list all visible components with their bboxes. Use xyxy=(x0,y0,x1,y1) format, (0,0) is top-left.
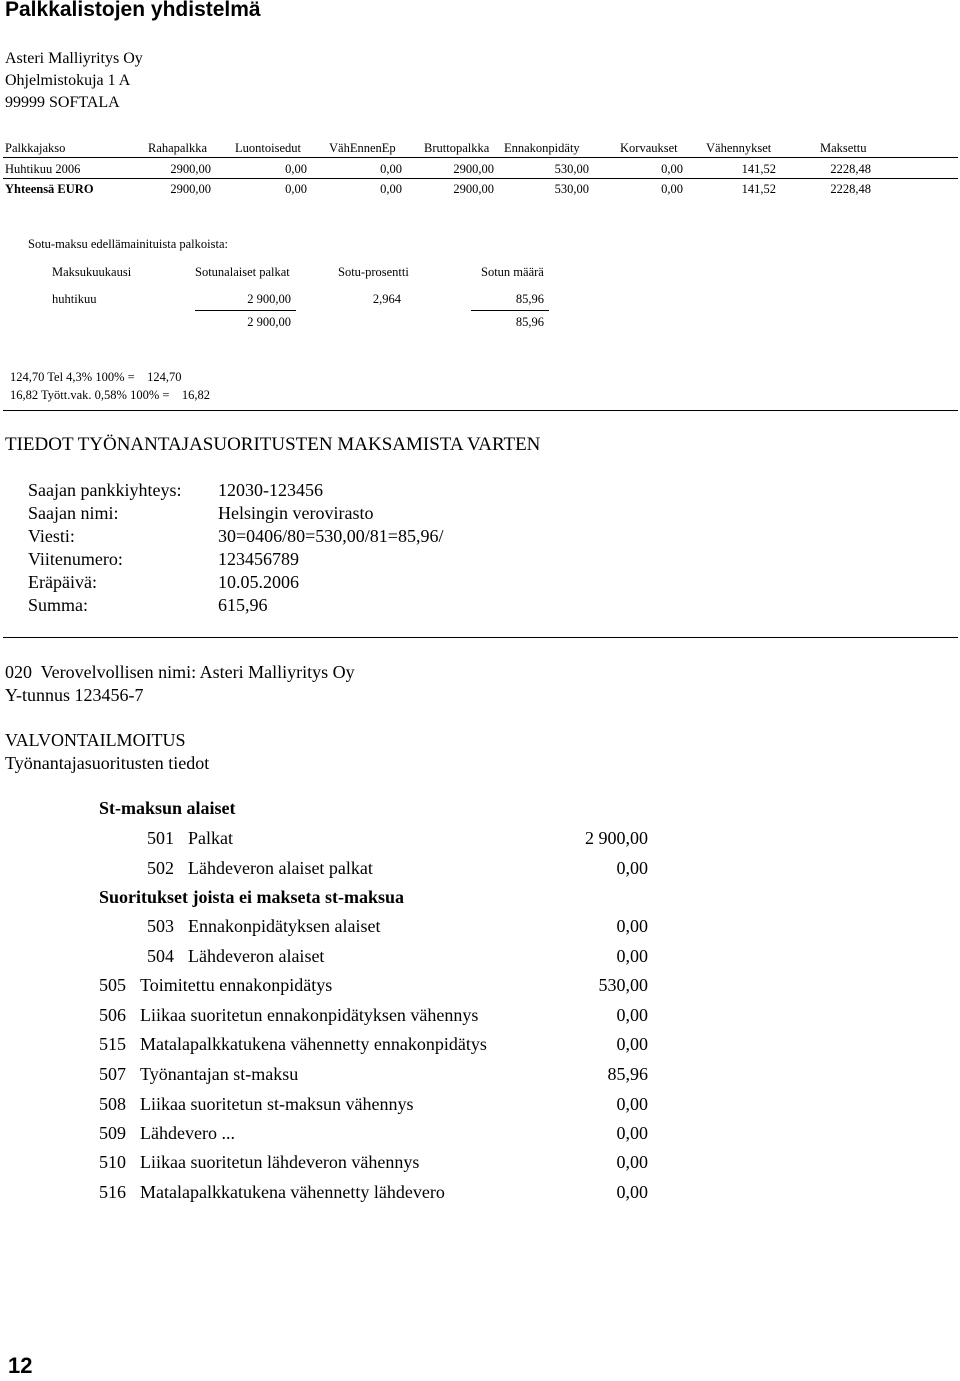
section-divider xyxy=(3,637,958,638)
col-header: Palkkajakso xyxy=(5,141,66,155)
payment-label: Summa: xyxy=(28,595,89,615)
item-code: 510 xyxy=(99,1152,126,1172)
col-header: Korvaukset xyxy=(620,141,678,155)
item-value: 0,00 xyxy=(616,1005,648,1025)
table-cell: 2900,00 xyxy=(453,162,494,176)
item-code: 507 xyxy=(99,1064,126,1084)
payment-value: 30=0406/80=530,00/81=85,96/ xyxy=(218,526,444,546)
table-cell: 141,52 xyxy=(741,162,776,176)
item-code: 504 xyxy=(147,946,174,966)
table-divider xyxy=(3,157,958,158)
payment-label: Viitenumero: xyxy=(28,549,123,569)
item-code: 515 xyxy=(99,1034,126,1054)
table-cell: 0,00 xyxy=(380,182,402,196)
table-cell: 0,00 xyxy=(661,182,683,196)
table-cell: Yhteensä EURO xyxy=(5,182,94,196)
item-label: Työnantajan st-maksu xyxy=(140,1064,299,1084)
col-header: Rahapalkka xyxy=(148,141,208,155)
table-cell: 2228,48 xyxy=(830,162,871,176)
col-header: Vähennykset xyxy=(706,141,772,155)
table-cell: 0,00 xyxy=(380,162,402,176)
item-value: 0,00 xyxy=(616,1182,648,1202)
sotu-col-header: Sotun määrä xyxy=(481,265,544,279)
sotu-cell: 2,964 xyxy=(372,292,401,306)
payment-value: 123456789 xyxy=(218,549,299,569)
col-header: Luontoisedut xyxy=(235,141,301,155)
business-id: Y-tunnus 123456-7 xyxy=(5,685,144,705)
table-cell: 530,00 xyxy=(554,182,589,196)
page-number: 12 xyxy=(8,1353,33,1378)
col-header: Ennakonpidäty xyxy=(504,141,580,155)
sotu-cell: huhtikuu xyxy=(52,292,97,306)
table-cell: 2900,00 xyxy=(170,162,211,176)
sum-line xyxy=(195,310,296,311)
payment-value: 615,96 xyxy=(218,595,268,615)
item-value: 530,00 xyxy=(598,975,648,995)
sotu-col-header: Sotu-prosentti xyxy=(338,265,409,279)
payment-label: Viesti: xyxy=(28,526,75,546)
payment-value: Helsingin verovirasto xyxy=(218,503,374,523)
item-value: 0,00 xyxy=(616,1094,648,1114)
payment-label: Saajan nimi: xyxy=(28,503,119,523)
col-header: Maksettu xyxy=(820,141,867,155)
company-postal: 99999 SOFTALA xyxy=(5,94,120,111)
item-label: Lähdeveron alaiset palkat xyxy=(188,858,373,878)
item-label: Matalapalkkatukena vähennetty ennakonpidätys xyxy=(140,1034,487,1054)
section-divider xyxy=(3,410,958,411)
company-address: Ohjelmistokuja 1 A xyxy=(5,72,131,89)
company-name: Asteri Malliyritys Oy xyxy=(5,50,143,67)
item-value: 0,00 xyxy=(616,916,648,936)
table-cell: 0,00 xyxy=(661,162,683,176)
payment-heading: TIEDOT TYÖNANTAJASUORITUSTEN MAKSAMISTA VARTEN xyxy=(5,434,541,455)
table-cell: 0,00 xyxy=(285,162,307,176)
item-label: Lähdeveron alaiset xyxy=(188,946,325,966)
sotu-cell: 85,96 xyxy=(515,292,544,306)
payment-label: Saajan pankkiyhteys: xyxy=(28,480,182,500)
item-value: 0,00 xyxy=(616,858,648,878)
sotu-total: 2 900,00 xyxy=(247,315,291,329)
item-label: Ennakonpidätyksen alaiset xyxy=(188,916,381,936)
item-value: 0,00 xyxy=(616,946,648,966)
payment-label: Eräpäivä: xyxy=(28,572,97,592)
item-code: 503 xyxy=(147,916,174,936)
taxpayer-name: 020 Verovelvollisen nimi: Asteri Malliyritys Oy xyxy=(5,662,355,682)
col-header: Bruttopalkka xyxy=(424,141,490,155)
sotu-heading: Sotu-maksu edellämainituista palkoista: xyxy=(28,237,228,251)
sotu-cell: 2 900,00 xyxy=(247,292,291,306)
table-divider xyxy=(3,178,958,179)
item-value: 0,00 xyxy=(616,1034,648,1054)
table-cell: 2228,48 xyxy=(830,182,871,196)
item-code: 509 xyxy=(99,1123,126,1143)
page-title: Palkkalistojen yhdistelmä xyxy=(5,0,261,21)
item-value: 0,00 xyxy=(616,1152,648,1172)
col-header: VähEnnenEp xyxy=(329,141,396,155)
sotu-col-header: Sotunalaiset palkat xyxy=(195,265,290,279)
valvonta-subheading: Työnantajasuoritusten tiedot xyxy=(5,753,210,773)
table-cell: 2900,00 xyxy=(170,182,211,196)
item-value: 2 900,00 xyxy=(585,828,648,848)
insurance-line: 16,82 Tyött.vak. 0,58% 100% = 16,82 xyxy=(10,388,211,402)
table-cell: 2900,00 xyxy=(453,182,494,196)
item-code: 508 xyxy=(99,1094,126,1114)
payment-value: 10.05.2006 xyxy=(218,572,299,592)
item-value: 0,00 xyxy=(616,1123,648,1143)
item-value: 85,96 xyxy=(607,1064,648,1084)
item-code: 502 xyxy=(147,858,174,878)
valvonta-heading: VALVONTAILMOITUS xyxy=(5,730,186,750)
item-label: Liikaa suoritetun ennakonpidätyksen vähennys xyxy=(140,1005,479,1025)
insurance-line: 124,70 Tel 4,3% 100% = 124,70 xyxy=(10,370,182,384)
item-label: Toimitettu ennakonpidätys xyxy=(140,975,333,995)
item-label: Matalapalkkatukena vähennetty lähdevero xyxy=(140,1182,445,1202)
sum-line xyxy=(471,310,549,311)
item-code: 506 xyxy=(99,1005,126,1025)
table-cell: 530,00 xyxy=(554,162,589,176)
item-code: 501 xyxy=(147,828,174,848)
table-cell: 0,00 xyxy=(285,182,307,196)
item-label: Lähdevero ... xyxy=(140,1123,235,1143)
item-code: 516 xyxy=(99,1182,126,1202)
group-heading: St-maksun alaiset xyxy=(99,798,236,818)
item-label: Liikaa suoritetun lähdeveron vähennys xyxy=(140,1152,420,1172)
sotu-total: 85,96 xyxy=(515,315,544,329)
payment-value: 12030-123456 xyxy=(218,480,323,500)
item-label: Liikaa suoritetun st-maksun vähennys xyxy=(140,1094,414,1114)
group-heading: Suoritukset joista ei makseta st-maksua xyxy=(99,887,405,907)
item-code: 505 xyxy=(99,975,126,995)
item-label: Palkat xyxy=(188,828,233,848)
table-cell: Huhtikuu 2006 xyxy=(5,162,81,176)
table-cell: 141,52 xyxy=(741,182,776,196)
sotu-col-header: Maksukuukausi xyxy=(52,265,132,279)
